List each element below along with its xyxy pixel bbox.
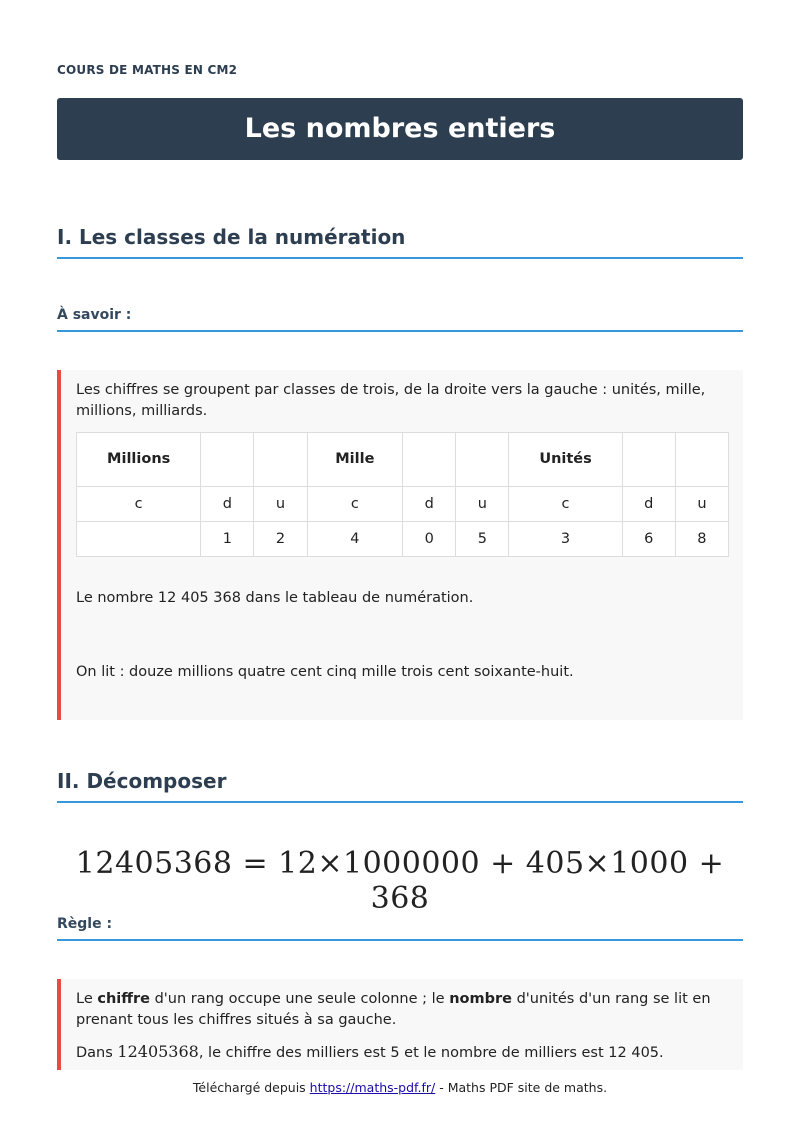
rule-bold-nombre: nombre bbox=[449, 991, 512, 1007]
table-cell: 3 bbox=[509, 522, 622, 557]
table-row-digits bbox=[77, 522, 729, 557]
section-heading-classes: I. Les classes de la numération bbox=[57, 225, 743, 259]
rule-text-part: Le bbox=[76, 991, 98, 1007]
table-cell bbox=[456, 433, 509, 487]
table-cell: d bbox=[201, 487, 254, 522]
table-cell: 6 bbox=[622, 522, 675, 557]
table-cell bbox=[675, 433, 728, 487]
table-cell: 2 bbox=[254, 522, 307, 557]
table-caption: Le nombre 12 405 368 dans le tableau de numération. bbox=[76, 590, 474, 606]
table-cell: d bbox=[622, 487, 675, 522]
rule-text-part: d'unités d'un rang se lit en prenant tous les chiffres situés à sa gauche. bbox=[76, 991, 711, 1028]
table-cell: c bbox=[307, 487, 403, 522]
page-title: Les nombres entiers bbox=[57, 98, 743, 160]
rule-text bbox=[76, 989, 728, 1031]
footer-link[interactable]: https://maths-pdf.fr/ bbox=[309, 1080, 436, 1095]
rule-box bbox=[57, 979, 743, 1070]
table-cell: u bbox=[254, 487, 307, 522]
rule-bold-chiffre: chiffre bbox=[97, 991, 150, 1007]
section-heading-decomposer: II. Décomposer bbox=[57, 769, 743, 803]
table-cell: c bbox=[509, 487, 622, 522]
table-cell: 1 bbox=[201, 522, 254, 557]
table-cell: 0 bbox=[403, 522, 456, 557]
table-cell: u bbox=[675, 487, 728, 522]
subheading-regle: Règle : bbox=[57, 916, 743, 941]
course-label: COURS DE MATHS EN CM2 bbox=[57, 63, 238, 77]
example-number: 12405368 bbox=[117, 1042, 199, 1061]
rule-text-part: d'un rang occupe une seule colonne ; le bbox=[149, 991, 450, 1007]
table-cell bbox=[622, 433, 675, 487]
table-cell: 5 bbox=[456, 522, 509, 557]
footer-suffix: - Maths PDF site de maths. bbox=[435, 1080, 608, 1095]
example-suffix: , le chiffre des milliers est 5 et le nombre de milliers est 12 405. bbox=[198, 1045, 664, 1061]
table-cell: 4 bbox=[307, 522, 403, 557]
table-cell: d bbox=[403, 487, 456, 522]
reading-text: On lit : douze millions quatre cent cinq mille trois cent soixante-huit. bbox=[76, 664, 574, 680]
table-cell: c bbox=[77, 487, 201, 522]
table-cell: 8 bbox=[675, 522, 728, 557]
intro-text: Les chiffres se groupent par classes de trois, de la droite vers la gauche : unités, mille, millions, milliards. bbox=[76, 382, 706, 419]
table-row-classes bbox=[77, 433, 729, 487]
table-cell bbox=[403, 433, 456, 487]
numeration-table bbox=[76, 432, 729, 557]
footer bbox=[0, 1080, 800, 1095]
info-box-numeration bbox=[57, 370, 743, 720]
table-cell: Mille bbox=[307, 433, 403, 487]
table-cell bbox=[77, 522, 201, 557]
table-cell bbox=[254, 433, 307, 487]
footer-prefix: Téléchargé depuis bbox=[192, 1080, 310, 1095]
table-row-ranks bbox=[77, 487, 729, 522]
table-cell: Millions bbox=[77, 433, 201, 487]
table-cell: u bbox=[456, 487, 509, 522]
example-prefix: Dans bbox=[76, 1045, 118, 1061]
table-cell bbox=[201, 433, 254, 487]
table-cell: Unités bbox=[509, 433, 622, 487]
example-text bbox=[76, 1041, 728, 1064]
decomposition-formula: 12405368 = 12×1000000 + 405×1000 + 368 bbox=[75, 846, 725, 916]
subheading-a-savoir: À savoir : bbox=[57, 307, 743, 332]
